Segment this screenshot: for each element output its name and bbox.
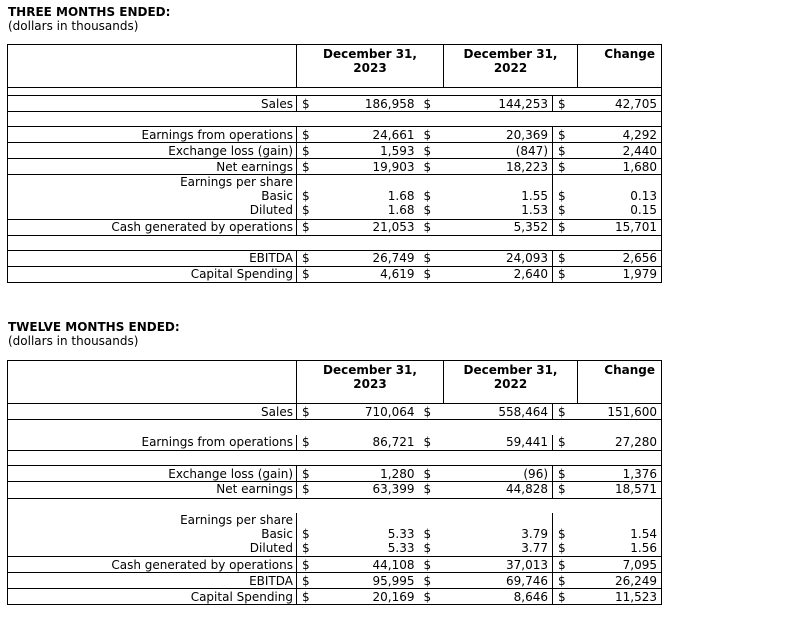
currency-sign: $ bbox=[419, 557, 444, 573]
currency-sign: $ bbox=[297, 189, 327, 203]
currency-sign: $ bbox=[419, 266, 444, 282]
currency-sign: $ bbox=[553, 435, 578, 451]
currency-sign: $ bbox=[297, 159, 327, 175]
table-row bbox=[8, 175, 662, 190]
currency-sign: $ bbox=[297, 482, 327, 499]
value-change: 0.15 bbox=[578, 203, 662, 219]
row-label: EBITDA bbox=[8, 250, 297, 266]
currency-sign: $ bbox=[297, 573, 327, 589]
value-change: 2,656 bbox=[578, 250, 662, 266]
value-2023: 186,958 bbox=[327, 96, 419, 112]
currency-sign: $ bbox=[419, 404, 444, 420]
col-header-year: 2023 bbox=[353, 61, 387, 75]
value-2023: 5.33 bbox=[387, 526, 415, 541]
currency-sign: $ bbox=[419, 127, 444, 143]
value-change: 1,979 bbox=[578, 266, 662, 282]
table-row bbox=[8, 589, 662, 605]
table-row bbox=[8, 466, 662, 482]
currency-sign: $ bbox=[553, 466, 578, 482]
value-change: 15,701 bbox=[578, 219, 662, 235]
col-header-label: Change bbox=[604, 47, 656, 61]
currency-sign: $ bbox=[297, 557, 327, 573]
three-months-subtitle: (dollars in thousands) bbox=[8, 19, 139, 33]
value-2023: 24,661 bbox=[327, 127, 419, 143]
value-2023: 21,053 bbox=[327, 219, 419, 235]
value-2023: 1.68 bbox=[387, 189, 415, 203]
value-change: 18,571 bbox=[578, 482, 662, 499]
table-row bbox=[8, 557, 662, 573]
currency-sign: $ bbox=[553, 127, 578, 143]
value-2022: 18,223 bbox=[444, 159, 553, 175]
value-2023: 1.68 bbox=[327, 203, 419, 219]
currency-sign: $ bbox=[419, 143, 444, 159]
currency-sign: $ bbox=[297, 96, 327, 112]
col-header-label: Change bbox=[604, 363, 656, 377]
row-label: Exchange loss (gain) bbox=[8, 466, 297, 482]
table-row bbox=[8, 96, 662, 112]
currency-sign: $ bbox=[297, 527, 327, 541]
currency-sign: $ bbox=[297, 466, 327, 482]
value-change: 0.13 bbox=[578, 189, 662, 203]
currency-sign: $ bbox=[297, 127, 327, 143]
value-2023: 86,721 bbox=[327, 435, 419, 451]
currency-sign: $ bbox=[553, 573, 578, 589]
three-months-title: THREE MONTHS ENDED: bbox=[8, 5, 171, 19]
value-2022: 1.55 bbox=[521, 189, 549, 203]
value-change: 27,280 bbox=[578, 435, 662, 451]
row-label: Earnings per share bbox=[8, 175, 297, 190]
currency-sign: $ bbox=[297, 219, 327, 235]
value-2022: (847) bbox=[444, 143, 553, 159]
row-label: Capital Spending bbox=[8, 589, 297, 605]
value-2022: 44,828 bbox=[444, 482, 553, 499]
table-row bbox=[8, 250, 662, 266]
value-change: 42,705 bbox=[578, 96, 662, 112]
value-2023: 95,995 bbox=[327, 573, 419, 589]
currency-sign: $ bbox=[553, 219, 578, 235]
currency-sign: $ bbox=[553, 557, 578, 573]
col-2023-header bbox=[297, 45, 444, 88]
value-2022: 59,441 bbox=[444, 435, 553, 451]
value-2022: 69,746 bbox=[444, 573, 553, 589]
value-2022: 24,093 bbox=[444, 250, 553, 266]
currency-sign: $ bbox=[553, 250, 578, 266]
currency-sign: $ bbox=[553, 203, 578, 219]
col-change-header bbox=[578, 45, 662, 88]
col-header-label: December 31, bbox=[323, 363, 417, 377]
table-row bbox=[8, 404, 662, 420]
value-2022: 558,464 bbox=[444, 404, 553, 420]
currency-sign: $ bbox=[553, 96, 578, 112]
row-label: Earnings from operations bbox=[8, 435, 297, 451]
currency-sign: $ bbox=[419, 573, 444, 589]
col-header-year: 2022 bbox=[493, 61, 528, 75]
col-header-label: December 31, bbox=[463, 363, 558, 377]
row-label: Sales bbox=[8, 96, 297, 112]
value-2022: 3.79 bbox=[521, 526, 549, 541]
value-2023: 19,903 bbox=[327, 159, 419, 175]
table-row bbox=[8, 573, 662, 589]
value-2023: 5.33 bbox=[327, 541, 419, 557]
row-label: Net earnings bbox=[8, 159, 297, 175]
currency-sign: $ bbox=[297, 203, 327, 219]
currency-sign: $ bbox=[419, 250, 444, 266]
row-label: Cash generated by operations bbox=[8, 219, 297, 235]
col-header-label: December 31, bbox=[463, 47, 558, 61]
value-2022: 8,646 bbox=[444, 589, 553, 605]
value-change: 1.56 bbox=[578, 541, 662, 557]
value-2023: 26,749 bbox=[327, 250, 419, 266]
currency-sign: $ bbox=[419, 159, 444, 175]
currency-sign: $ bbox=[553, 266, 578, 282]
currency-sign: $ bbox=[419, 466, 444, 482]
value-2023: 1,593 bbox=[327, 143, 419, 159]
row-label: Basic bbox=[8, 189, 297, 203]
table-row bbox=[8, 203, 662, 219]
value-2022: 5,352 bbox=[444, 219, 553, 235]
twelve-months-title: TWELVE MONTHS ENDED: bbox=[8, 320, 180, 334]
table-row bbox=[8, 127, 662, 143]
value-change: 4,292 bbox=[578, 127, 662, 143]
table-header-row bbox=[8, 45, 662, 88]
table-row bbox=[8, 541, 662, 557]
currency-sign: $ bbox=[297, 143, 327, 159]
table-row bbox=[8, 513, 662, 527]
table-row bbox=[8, 189, 662, 203]
col-2023-header bbox=[297, 361, 444, 404]
value-2022: 1.53 bbox=[444, 203, 553, 219]
table-header-row bbox=[8, 361, 662, 404]
table-row bbox=[8, 143, 662, 159]
row-label: EBITDA bbox=[8, 573, 297, 589]
col-2022-header bbox=[444, 45, 578, 88]
currency-sign: $ bbox=[419, 589, 444, 605]
currency-sign: $ bbox=[419, 203, 444, 219]
currency-sign: $ bbox=[419, 482, 444, 499]
value-2023: 63,399 bbox=[327, 482, 419, 499]
value-2023: 1,280 bbox=[327, 466, 419, 482]
table-row bbox=[8, 219, 662, 235]
value-2022: (96) bbox=[444, 466, 553, 482]
table-row bbox=[8, 266, 662, 282]
value-change: 26,249 bbox=[578, 573, 662, 589]
currency-sign: $ bbox=[297, 541, 327, 557]
row-label: Cash generated by operations bbox=[8, 557, 297, 573]
value-change: 7,095 bbox=[578, 557, 662, 573]
table-row bbox=[8, 527, 662, 541]
row-label: Capital Spending bbox=[8, 266, 297, 282]
currency-sign: $ bbox=[553, 143, 578, 159]
twelve-months-subtitle: (dollars in thousands) bbox=[8, 334, 139, 348]
three-months-table bbox=[7, 44, 662, 283]
value-change: 1,680 bbox=[578, 159, 662, 175]
value-2022: 3.77 bbox=[444, 541, 553, 557]
value-2022: 37,013 bbox=[444, 557, 553, 573]
currency-sign: $ bbox=[297, 266, 327, 282]
value-2023: 4,619 bbox=[327, 266, 419, 282]
value-change: 1,376 bbox=[578, 466, 662, 482]
row-label: Diluted bbox=[8, 203, 297, 219]
table-row bbox=[8, 159, 662, 175]
value-2022: 2,640 bbox=[444, 266, 553, 282]
currency-sign: $ bbox=[419, 96, 444, 112]
value-2023: 20,169 bbox=[327, 589, 419, 605]
currency-sign: $ bbox=[419, 219, 444, 235]
currency-sign: $ bbox=[419, 435, 444, 451]
currency-sign: $ bbox=[553, 482, 578, 499]
currency-sign: $ bbox=[553, 189, 578, 203]
col-change-header bbox=[578, 361, 662, 404]
currency-sign: $ bbox=[297, 589, 327, 605]
currency-sign: $ bbox=[297, 435, 327, 451]
row-label: Basic bbox=[8, 527, 297, 541]
value-change: 11,523 bbox=[578, 589, 662, 605]
currency-sign: $ bbox=[297, 250, 327, 266]
col-2022-header bbox=[444, 361, 578, 404]
currency-sign: $ bbox=[423, 189, 432, 203]
value-change: 151,600 bbox=[578, 404, 662, 420]
currency-sign: $ bbox=[419, 541, 444, 557]
currency-sign: $ bbox=[423, 526, 432, 541]
value-2023: 44,108 bbox=[327, 557, 419, 573]
row-label: Diluted bbox=[8, 541, 297, 557]
col-header-label: December 31, bbox=[323, 47, 417, 61]
row-label: Exchange loss (gain) bbox=[8, 143, 297, 159]
table-row bbox=[8, 435, 662, 451]
col-header-year: 2023 bbox=[353, 377, 387, 391]
value-2022: 144,253 bbox=[444, 96, 553, 112]
value-change: 1.54 bbox=[578, 527, 662, 541]
value-2022: 20,369 bbox=[444, 127, 553, 143]
row-label: Earnings from operations bbox=[8, 127, 297, 143]
currency-sign: $ bbox=[553, 589, 578, 605]
currency-sign: $ bbox=[297, 404, 327, 420]
row-label: Net earnings bbox=[8, 482, 297, 499]
twelve-months-table bbox=[7, 360, 662, 605]
table-row bbox=[8, 482, 662, 499]
currency-sign: $ bbox=[553, 159, 578, 175]
currency-sign: $ bbox=[553, 541, 578, 557]
currency-sign: $ bbox=[553, 404, 578, 420]
col-header-year: 2022 bbox=[493, 377, 528, 391]
row-label: Earnings per share bbox=[8, 513, 297, 527]
value-change: 2,440 bbox=[578, 143, 662, 159]
value-2023: 710,064 bbox=[327, 404, 419, 420]
currency-sign: $ bbox=[553, 527, 578, 541]
row-label: Sales bbox=[8, 404, 297, 420]
